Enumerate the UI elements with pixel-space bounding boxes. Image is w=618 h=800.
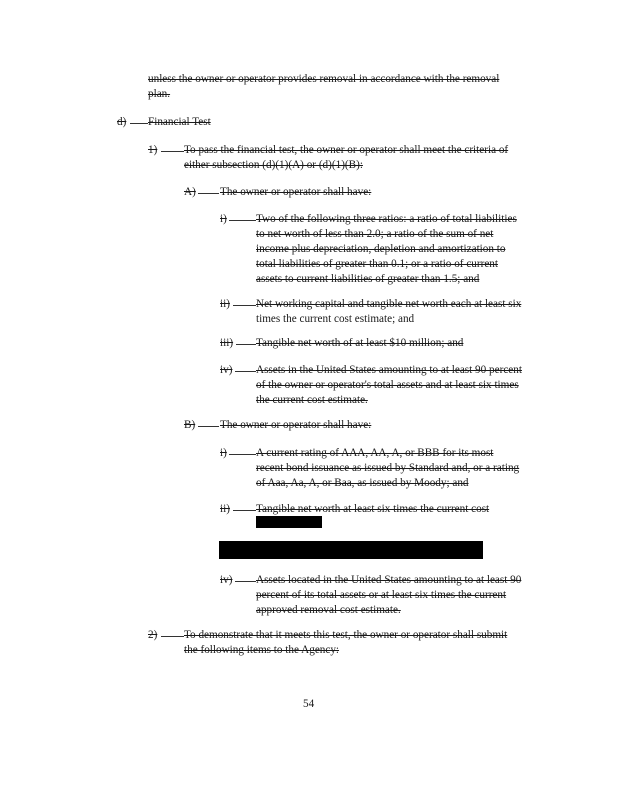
item1Biv-label: iv) (220, 574, 233, 586)
leader-line (233, 305, 256, 306)
item1Ai-line-1: Two of the following three ratios: a ratio of total liabilities (256, 213, 517, 225)
item1Aiv-line-2: of the owner or operator's total assets and at least six times (256, 379, 519, 391)
item1Bi-label: i) (220, 447, 227, 459)
leader-line (235, 581, 256, 582)
item1Bi-line-1: A current rating of AAA, AA, A, or BBB for its most (256, 447, 494, 459)
item1Bii-label: ii) (220, 503, 230, 515)
item1Bi-line-3: of Aaa, Aa, A, or Baa, as issued by Moody; and (256, 477, 469, 489)
item1Aiv-line-1: Assets in the United States amounting to at least 90 percent (256, 364, 522, 376)
item1Ai-line-4: total liabilities of greater than 0.1; or a ratio of current (256, 258, 498, 270)
item1-line-1: To pass the financial test, the owner or operator shall meet the criteria of (184, 144, 509, 156)
item2-line-2: the following items to the Agency: (184, 644, 340, 656)
item1Ai-line-5: assets to current liabilities of greater than 1.5; and (256, 273, 480, 285)
intro-line-2: plan. (148, 88, 171, 100)
item1Biv-line-1: Assets located in the United States amounting to at least 90 (256, 574, 522, 586)
item1Ai-line-2: to net worth of less than 2.0; a ratio of the sum of net (256, 228, 494, 240)
item2-line-1: To demonstrate that it meets this test, the owner or operator shall submit (184, 629, 508, 641)
leader-line (161, 151, 184, 152)
item1Biv-line-2: percent of its total assets or at least six times the current (256, 589, 507, 601)
item1Bi-line-2: recent bond issuance as issued by Standard and, or a rating (256, 462, 520, 474)
leader-line (236, 344, 256, 345)
item1Bii-line-1: Tangible net worth at least six times the current cost (256, 503, 490, 515)
leader-line (161, 636, 184, 637)
leader-line (198, 193, 219, 194)
item1B-label: B) (184, 419, 196, 431)
leader-line (233, 510, 256, 511)
leader-line (235, 371, 256, 372)
item1Ai-label: i) (220, 213, 227, 225)
section-d-label: d) (117, 116, 127, 128)
item1Aii-line-2: times the current cost estimate; and (256, 313, 415, 325)
item1Aiv-label: iv) (220, 364, 233, 376)
item1A-text: The owner or operator shall have: (220, 186, 372, 198)
item1-label: 1) (148, 144, 158, 156)
item1A-label: A) (184, 186, 196, 198)
leader-line (198, 426, 219, 427)
item1B-text: The owner or operator shall have: (220, 419, 372, 431)
item1Aiii-label: iii) (220, 337, 234, 349)
item1Ai-line-3: income plus depreciation, depletion and amortization to (256, 243, 506, 255)
item1-line-2: either subsection (d)(1)(A) or (d)(1)(B): (184, 159, 363, 171)
section-d-title: Financial Test (148, 116, 211, 128)
item2-label: 2) (148, 629, 158, 641)
leader-line (229, 220, 256, 221)
leader-line (229, 454, 256, 455)
item1Biv-line-3: approved removal cost estimate. (256, 604, 401, 616)
item1Aii-label: ii) (220, 298, 230, 310)
item1Aiii-line-1: Tangible net worth of at least $10 million; and (256, 337, 464, 349)
intro-line-1: unless the owner or operator provides removal in accordance with the removal (148, 73, 500, 85)
redaction-block (219, 541, 483, 559)
redaction-block (256, 516, 322, 528)
page-number: 54 (303, 698, 315, 710)
item1Aiv-line-3: the current cost estimate. (256, 394, 368, 406)
leader-line (130, 123, 148, 124)
item1Aii-line-1: Net working capital and tangible net worth each at least six (256, 298, 522, 310)
